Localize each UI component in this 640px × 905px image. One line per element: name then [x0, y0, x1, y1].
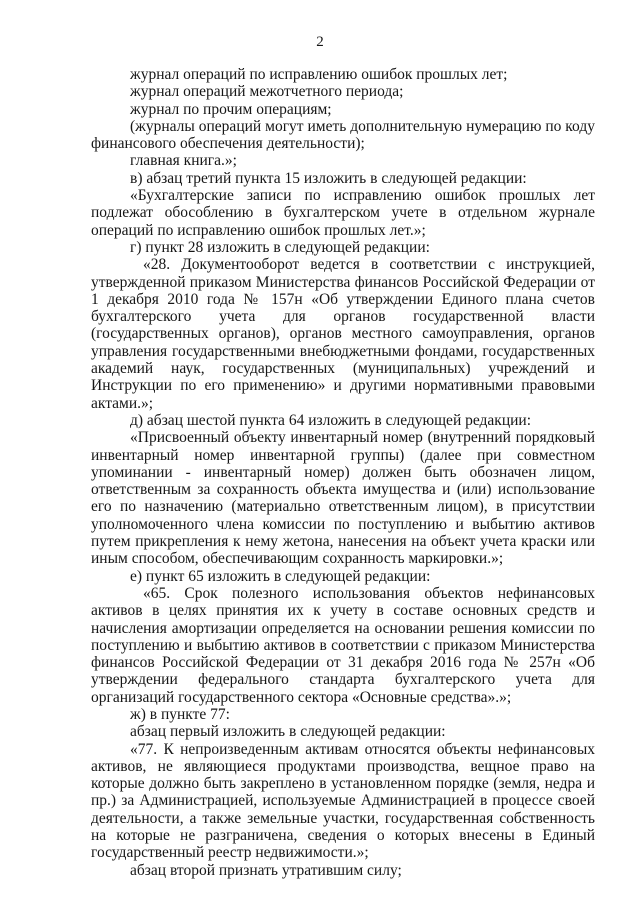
- quoted-paragraph: «Присвоенный объекту инвентарный номер (внутренний порядковый инвентарный номер инвентарной группы) (далее при совместном упоминании - инвентарный номер) должен быть обозначен лицом, ответственным за сохранность объекта имущества и (или) использование его по назначению (материально ответственным лицом), в присутствии уполномоченного члена комиссии по поступлению и выбытию активов путем прикрепления к нему жетона, нанесения на объект учета краски или иным способом, обеспечивающим сохранность маркировки.»;: [91, 429, 595, 568]
- paragraph: (журналы операций могут иметь дополнительную нумерацию по коду финансового обеспечения деятельности);: [91, 117, 595, 153]
- quoted-paragraph: «77. К непроизведенным активам относятся объекты нефинансовых активов, не являющиеся продуктами производства, вещное право на которые должно быть закреплено в установленном порядке (земля, недра и пр.) за Администрацией, используемые Администрацией в процессе своей деятельности, а также земельные участки, государственная собственность на которые не разграничена, сведения о которых внесены в Единый государственный реестр недвижимости.»;: [91, 740, 595, 862]
- quoted-paragraph: «65. Срок полезного использования объектов нефинансовых активов в целях принятия их к учету в составе основных средств и начисления амортизации определяется на основании решения комиссии по поступлению и выбытию активов в соответствии с приказом Министерства финансов Российской Федерации от 31 декабря 2016 года № 257н «Об утверждении федерального стандарта бухгалтерского учета для организаций государственного сектора «Основные средства».»;: [91, 584, 595, 706]
- page-number: 2: [316, 34, 324, 50]
- paragraph: журнал операций межотчетного периода;: [130, 83, 404, 101]
- amendment-instruction: абзац второй признать утратившим силу;: [130, 861, 402, 879]
- amendment-instruction: е) пункт 65 изложить в следующей редакции:: [130, 567, 431, 585]
- amendment-instruction: д) абзац шестой пункта 64 изложить в следующей редакции:: [130, 411, 532, 429]
- paragraph: главная книга.»;: [130, 152, 237, 170]
- document-body: [91, 66, 595, 879]
- paragraph: журнал по прочим операциям;: [130, 100, 332, 118]
- amendment-instruction: ж) в пункте 77:: [130, 705, 230, 723]
- paragraph: журнал операций по исправлению ошибок прошлых лет;: [130, 66, 508, 83]
- quoted-paragraph: «28. Документооборот ведется в соответствии с инструкцией, утвержденной приказом Министерства финансов Российской Федерации от 1 декабря 2010 года № 157н «Об утверждении Единого плана счетов бухгалтерского учета для органов государственной власти (государственных органов), органов местного самоуправления, органов управления государственными внебюджетными фондами, государственных академий наук, государственных (муниципальных) учреждений и Инструкции по его применению» и другими нормативными правовыми актами.»;: [91, 256, 595, 412]
- amendment-instruction: г) пункт 28 изложить в следующей редакции:: [130, 238, 430, 256]
- amendment-instruction: абзац первый изложить в следующей редакции:: [130, 723, 446, 741]
- amendment-instruction: в) абзац третий пункта 15 изложить в следующей редакции:: [130, 169, 527, 187]
- quoted-paragraph: «Бухгалтерские записи по исправлению ошибок прошлых лет подлежат обособлению в бухгалтерском учете в отдельном журнале операций по исправлению ошибок прошлых лет.»;: [91, 187, 595, 239]
